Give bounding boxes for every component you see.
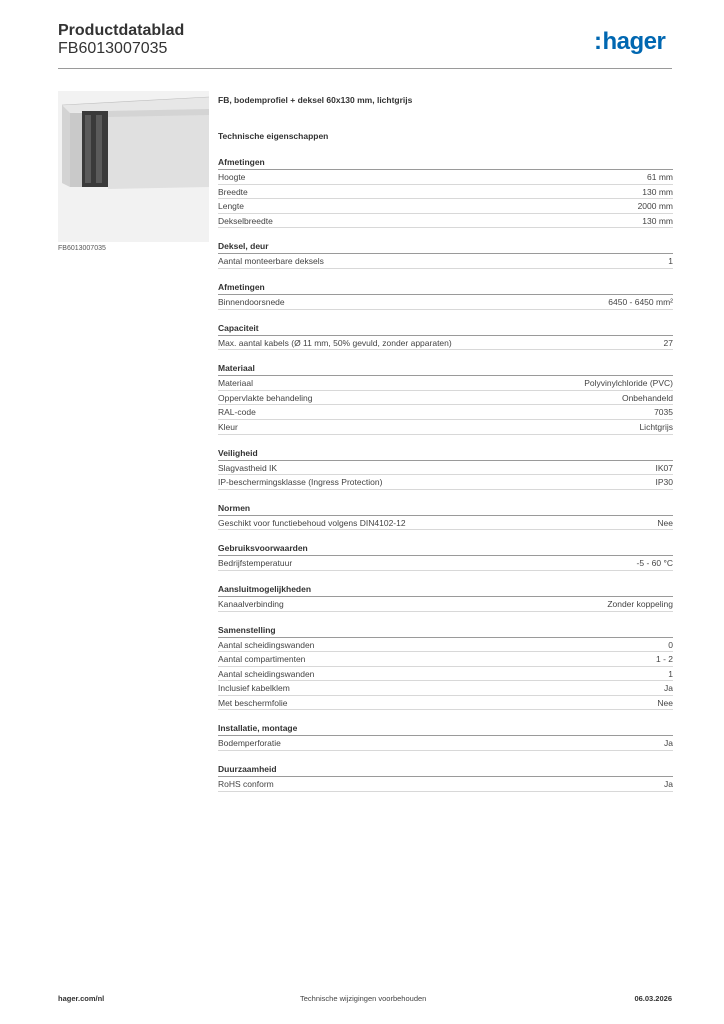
spec-value: Ja: [664, 779, 673, 790]
spec-row: [218, 336, 673, 351]
spec-label: Aantal scheidingswanden: [218, 668, 315, 679]
section-heading: Afmetingen: [218, 156, 673, 170]
spec-value: 7035: [654, 407, 673, 418]
section-heading: Installatie, montage: [218, 722, 673, 736]
footer-date: 06.03.2026: [634, 994, 672, 1003]
footer-disclaimer: Technische wijzigingen voorbehouden: [300, 994, 427, 1003]
section-heading: Materiaal: [218, 362, 673, 376]
spec-label: IP-beschermingsklasse (Ingress Protection): [218, 477, 383, 488]
spec-label: Dekselbreedte: [218, 215, 273, 226]
section-heading: Normen: [218, 502, 673, 516]
spec-label: Met beschermfolie: [218, 697, 288, 708]
spec-section: [218, 447, 673, 490]
spec-label: RAL-code: [218, 407, 256, 418]
spec-value: IK07: [655, 462, 673, 473]
spec-row: [218, 597, 673, 612]
spec-section: [218, 362, 673, 434]
spec-section: [218, 542, 673, 571]
spec-row: [218, 667, 673, 682]
spec-section: [218, 240, 673, 269]
spec-row: [218, 420, 673, 435]
spec-value: 130 mm: [642, 215, 673, 226]
logo-text: hager: [602, 28, 666, 55]
section-heading: Aansluitmogelijkheden: [218, 583, 673, 597]
spec-value: Nee: [657, 517, 673, 528]
spec-section: [218, 763, 673, 792]
spec-value: Zonder koppeling: [607, 598, 673, 609]
spec-row: [218, 405, 673, 420]
tech-properties-title: Technische eigenschappen: [218, 131, 329, 141]
image-caption: FB6013007035: [58, 245, 106, 252]
spec-label: Max. aantal kabels (Ø 11 mm, 50% gevuld, zonder apparaten): [218, 337, 452, 348]
spec-label: Aantal compartimenten: [218, 654, 306, 665]
spec-section: [218, 502, 673, 531]
spec-row: [218, 736, 673, 751]
spec-row: [218, 170, 673, 185]
spec-sections: [218, 156, 673, 792]
header-divider: [58, 68, 672, 69]
spec-section: [218, 624, 673, 711]
spec-value: 1 - 2: [655, 654, 673, 665]
spec-value: -5 - 60 °C: [636, 558, 673, 569]
spec-label: Breedte: [218, 186, 248, 197]
spec-row: [218, 696, 673, 711]
spec-section: [218, 322, 673, 351]
section-heading: Samenstelling: [218, 624, 673, 638]
spec-label: Lengte: [218, 201, 244, 212]
spec-label: Kleur: [218, 421, 238, 432]
spec-label: Bedrijfstemperatuur: [218, 558, 293, 569]
section-heading: Deksel, deur: [218, 240, 673, 254]
section-heading: Capaciteit: [218, 322, 673, 336]
spec-row: [218, 391, 673, 406]
page-title: Productdatablad: [58, 22, 185, 39]
spec-value: 61 mm: [647, 172, 673, 182]
spec-label: Inclusief kabelklem: [218, 683, 290, 694]
spec-row: [218, 652, 673, 667]
spec-section: [218, 583, 673, 612]
spec-value: 27: [663, 337, 673, 348]
spec-row: [218, 199, 673, 214]
product-code: FB6013007035: [58, 40, 168, 57]
spec-row: [218, 777, 673, 792]
spec-row: [218, 556, 673, 571]
spec-section: [218, 156, 673, 228]
spec-label: RoHS conform: [218, 779, 274, 790]
spec-section: [218, 722, 673, 751]
spec-row: [218, 376, 673, 391]
spec-label: Slagvastheid IK: [218, 462, 278, 473]
spec-row: [218, 185, 673, 200]
spec-value: Ja: [664, 738, 673, 749]
spec-value: Ja: [664, 683, 673, 694]
spec-row: [218, 295, 673, 310]
spec-label: Hoogte: [218, 172, 246, 182]
spec-value: Nee: [657, 697, 673, 708]
spec-row: [218, 681, 673, 696]
spec-value: 130 mm: [642, 186, 673, 197]
footer-website-link[interactable]: hager.com/nl: [58, 994, 105, 1003]
spec-row: [218, 516, 673, 531]
spec-row: [218, 214, 673, 229]
spec-value: 2000 mm: [637, 201, 673, 212]
spec-value: 6450 - 6450 mm²: [608, 296, 673, 307]
spec-label: Bodemperforatie: [218, 738, 281, 749]
spec-section: [218, 281, 673, 310]
spec-value: Onbehandeld: [621, 392, 673, 403]
spec-value: Lichtgrijs: [639, 421, 673, 432]
section-heading: Afmetingen: [218, 281, 673, 295]
spec-label: Aantal monteerbare deksels: [218, 256, 324, 267]
section-heading: Gebruiksvoorwaarden: [218, 542, 673, 556]
spec-row: [218, 254, 673, 269]
hager-logo[interactable]: :hager: [594, 28, 666, 55]
spec-value: IP30: [655, 477, 673, 488]
spec-label: Geschikt voor functiebehoud volgens DIN4102-12: [218, 517, 406, 528]
spec-label: Kanaalverbinding: [218, 598, 284, 609]
spec-row: [218, 638, 673, 653]
spec-value: Polyvinylchloride (PVC): [584, 378, 673, 389]
spec-label: Binnendoorsnede: [218, 296, 285, 307]
cable-duct-illustration: [58, 91, 209, 242]
spec-row: [218, 461, 673, 476]
spec-content: [218, 94, 673, 792]
section-heading: Veiligheid: [218, 447, 673, 461]
product-image: [58, 91, 209, 242]
spec-label: Aantal scheidingswanden: [218, 639, 315, 650]
section-heading: Duurzaamheid: [218, 763, 673, 777]
spec-value: 0: [668, 639, 673, 650]
spec-row: [218, 475, 673, 490]
product-title: FB, bodemprofiel + deksel 60x130 mm, lichtgrijs: [218, 95, 413, 105]
spec-value: 1: [668, 256, 673, 267]
spec-label: Materiaal: [218, 378, 253, 389]
spec-value: 1: [668, 668, 673, 679]
spec-label: Oppervlakte behandeling: [218, 392, 313, 403]
